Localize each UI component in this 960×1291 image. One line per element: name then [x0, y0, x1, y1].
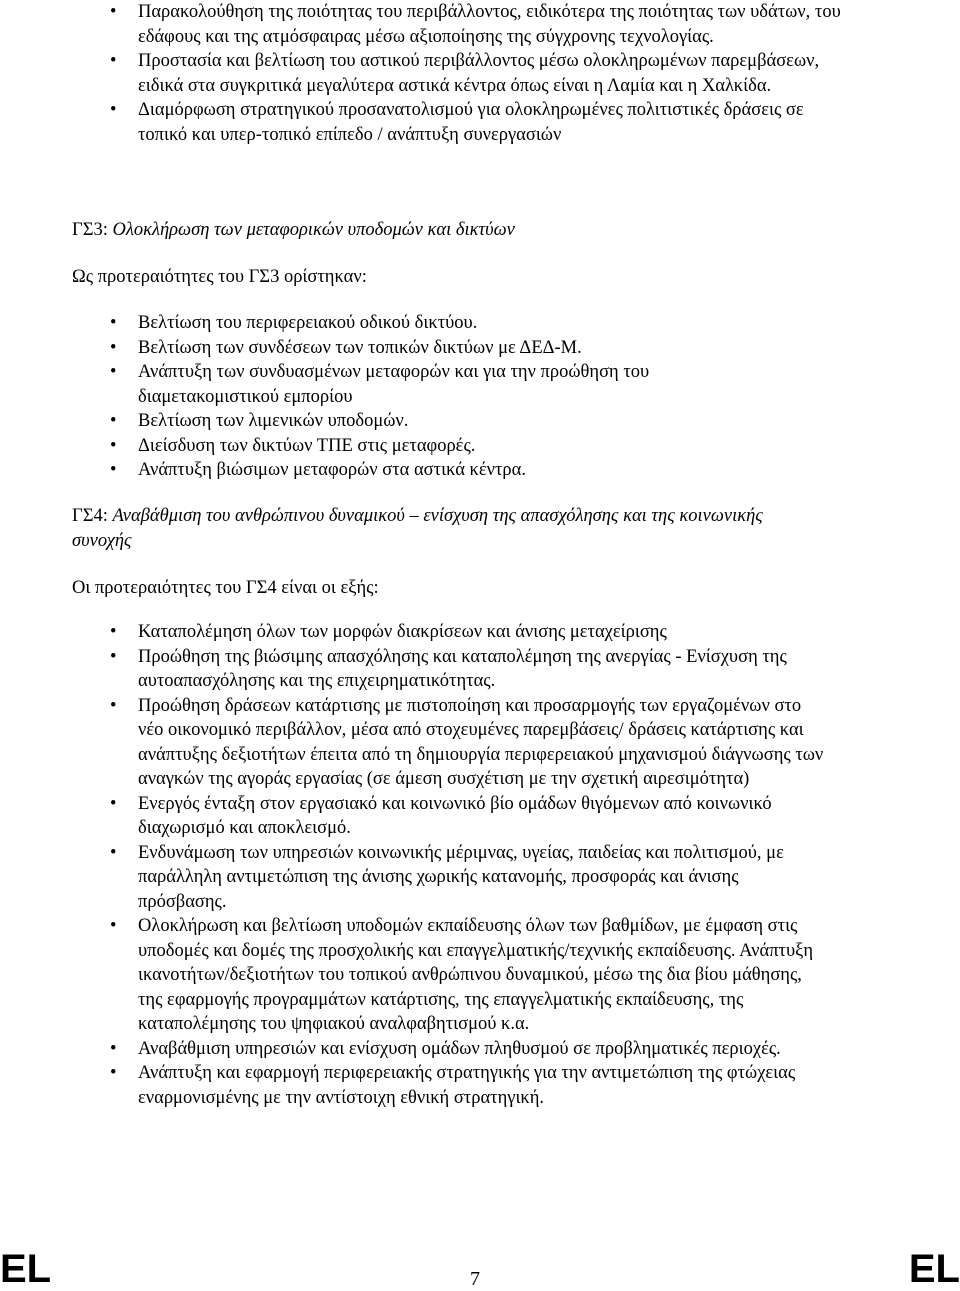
list-item — [0, 98, 850, 147]
list-item-text: Βελτίωση των συνδέσεων των τοπικών δικτύων με ΔΕΔ-Μ. — [138, 337, 582, 358]
gs3-prefix: ΓΣ3: — [72, 220, 113, 240]
list-item — [0, 841, 830, 915]
list-item-text: Ενεργός ένταξη στον εργασιακό και κοινωνικό βίο ομάδων θιγόμενων από κοινωνικό διαχωρισμό και αποκλεισμό. — [138, 793, 772, 838]
bullet-icon: • — [110, 435, 117, 456]
gs4-bullet-list — [0, 620, 830, 1110]
gs3-title: Ολοκλήρωση των μεταφορικών υποδομών και δικτύων — [112, 220, 515, 240]
list-item-text: Προώθηση δράσεων κατάρτισης με πιστοποίηση και προσαρμογής των εργαζομένων στο νέο οικονομικό περιβάλλον, μέσα από στοχευμένες παρεμβάσεις/ δράσεις κατάρτισης και ανάπτυξης δεξιοτήτων έπειτα από τη δημιουργία περιφερειακού μηχανισμού διάγνωσης των αναγκών της αγοράς εργασίας (σε άμεση συσχέτιση με την σχετική αιρεσιμότητα) — [138, 695, 824, 789]
list-item-text: Διαμόρφωση στρατηγικού προσανατολισμού για ολοκληρωμένες πολιτιστικές δράσεις σε τοπικό και υπερ-τοπικό επίπεδο / ανάπτυξη συνεργασιών — [138, 100, 804, 145]
bullet-icon: • — [110, 411, 117, 431]
footer-language-left: EL — [0, 1247, 52, 1291]
bullet-icon: • — [110, 622, 117, 642]
list-item — [0, 458, 760, 483]
list-item — [0, 914, 830, 1037]
bullet-icon: • — [110, 362, 117, 382]
list-item-text: Καταπολέμηση όλων των μορφών διακρίσεων και άνισης μεταχείρισης — [138, 622, 667, 642]
list-item — [0, 311, 760, 336]
bullet-icon: • — [110, 695, 117, 716]
bullet-icon: • — [110, 100, 117, 120]
list-item-text: Προώθηση της βιώσιμης απασχόλησης και καταπολέμηση της ανεργίας - Ενίσχυση της αυτοαπασχόλησης και της επιχειρηματικότητας. — [138, 646, 787, 691]
top-bullet-list — [0, 0, 850, 147]
list-item — [0, 434, 760, 459]
list-item — [0, 645, 830, 694]
list-item — [0, 336, 760, 361]
bullet-icon: • — [110, 842, 117, 863]
bullet-icon: • — [110, 337, 117, 358]
list-item — [0, 49, 850, 98]
list-item-text: Προστασία και βελτίωση του αστικού περιβάλλοντος μέσω ολοκληρωμένων παρεμβάσεων, ειδικά στα συγκριτικά μεγαλύτερα αστικά κέντρα όπως είναι η Λαμία και η Χαλκίδα. — [138, 51, 820, 96]
gs4-intro: Οι προτεραιότητες του ΓΣ4 είναι οι εξής: — [72, 578, 379, 598]
list-item-text: Ανάπτυξη και εφαρμογή περιφερειακής στρατηγικής για την αντιμετώπιση της φτώχειας εναρμονισμένης με την αντίστοιχη εθνική στρατηγική. — [138, 1063, 796, 1108]
list-item — [0, 409, 760, 434]
list-item — [0, 360, 760, 409]
bullet-icon: • — [110, 313, 117, 333]
list-item — [0, 694, 830, 792]
list-item-text: Βελτίωση των λιμενικών υποδομών. — [138, 411, 409, 431]
list-item-text: Ανάπτυξη βιώσιμων μεταφορών στα αστικά κέντρα. — [138, 460, 526, 480]
bullet-icon: • — [110, 1038, 117, 1059]
bullet-icon: • — [110, 2, 117, 22]
list-item — [0, 620, 830, 645]
list-item-text: Ενδυνάμωση των υπηρεσιών κοινωνικής μέριμνας, υγείας, παιδείας και πολιτισμού, με παράλληλη αντιμετώπιση της άνισης χωρικής κατανομής, προσφοράς και άνισης πρόσβασης. — [138, 842, 784, 912]
bullet-icon: • — [110, 646, 117, 667]
gs3-heading — [72, 218, 850, 243]
gs3-intro: Ως προτεραιότητες του ΓΣ3 ορίστηκαν: — [72, 267, 367, 287]
bullet-icon: • — [110, 1063, 117, 1083]
list-item-text: Διείσδυση των δικτύων ΤΠΕ στις μεταφορές. — [138, 435, 476, 456]
gs3-bullet-list — [0, 311, 760, 483]
bullet-icon: • — [110, 460, 117, 480]
list-item-text: Ανάπτυξη των συνδυασμένων μεταφορών και για την προώθηση του διαμετακομιστικού εμπορίου — [138, 362, 650, 407]
gs4-title: Αναβάθμιση του ανθρώπινου δυναμικού – ενίσχυση της απασχόλησης και της κοινωνικής συνοχής — [72, 506, 763, 551]
list-item-text: Παρακολούθηση της ποιότητας του περιβάλλοντος, ειδικότερα της ποιότητας των υδάτων, του εδάφους και της ατμόσφαιρας μέσω αξιοποίησης της σύγχρονης τεχνολογίας. — [138, 2, 841, 47]
bullet-icon: • — [110, 793, 117, 814]
list-item-text: Ολοκλήρωση και βελτίωση υποδομών εκπαίδευσης όλων των βαθμίδων, με έμφαση στις υποδομές και δομές της προσχολικής και επαγγελματικής/τεχνικής εκπαίδευσης. Ανάπτυξη ικανοτήτων/δεξιοτήτων του τοπικού ανθρώπινου δυναμικού, μέσω της δια βίου μάθησης, της εφαρμογής προγραμμάτων κατάρτισης, της επαγγελματικής εκπαίδευσης, της καταπολέμησης του ψηφιακού αναλφαβητισμού κ.α. — [138, 916, 814, 1034]
list-item-text: Αναβάθμιση υπηρεσιών και ενίσχυση ομάδων πληθυσμού σε προβληματικές περιοχές. — [138, 1038, 781, 1059]
list-item — [0, 1037, 830, 1062]
page-number: 7 — [470, 1268, 480, 1290]
gs4-prefix: ΓΣ4: — [72, 506, 113, 526]
footer-language-right: EL — [908, 1247, 960, 1291]
list-item-text: Βελτίωση του περιφερειακού οδικού δικτύου. — [138, 313, 478, 333]
list-item — [0, 1061, 830, 1110]
bullet-icon: • — [110, 916, 117, 936]
gs4-heading — [72, 504, 780, 553]
list-item — [0, 792, 830, 841]
bullet-icon: • — [110, 51, 117, 71]
list-item — [0, 0, 850, 49]
